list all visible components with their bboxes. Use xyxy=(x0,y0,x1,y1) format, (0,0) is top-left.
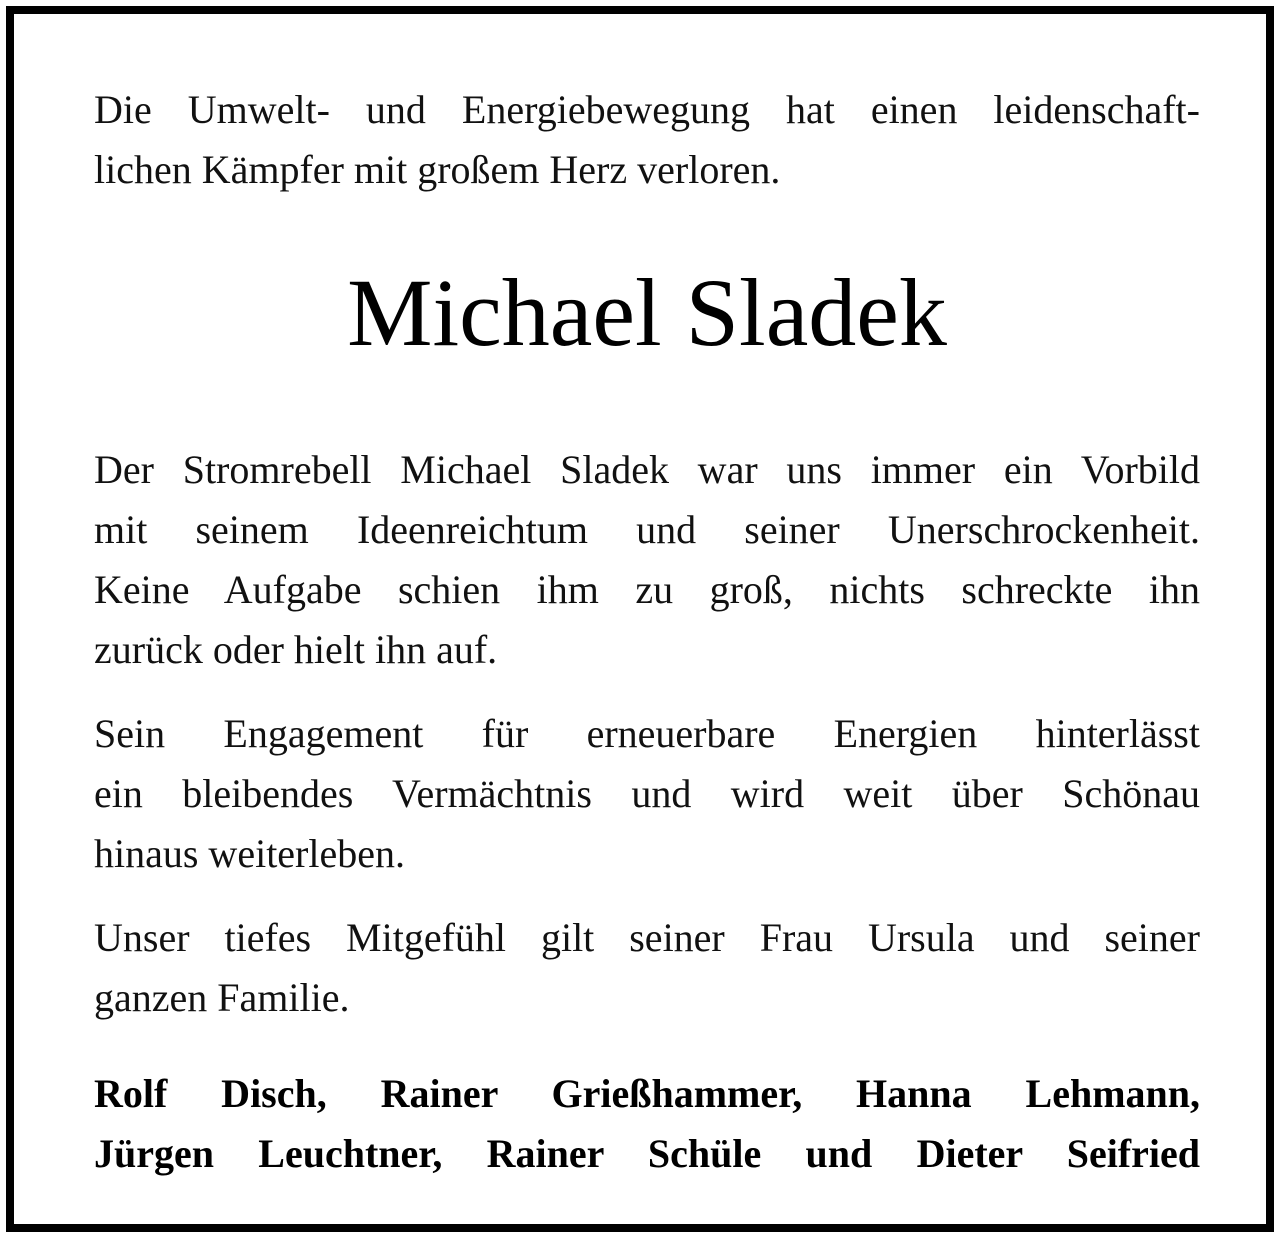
condolence-paragraph xyxy=(94,908,1200,1028)
paragraph-line: Unser tiefes Mitgefühl gilt seiner Frau Ursula und seiner xyxy=(94,915,1200,960)
paragraph-line: zurück oder hielt ihn auf. xyxy=(94,627,498,672)
intro-line: Die Umwelt- und Energiebewegung hat einen leidenschaft- xyxy=(94,87,1200,132)
notice-content xyxy=(94,80,1200,1184)
tribute-paragraph-2 xyxy=(94,704,1200,884)
signature-line: Rolf Disch, Rainer Grießhammer, Hanna Lehmann, xyxy=(94,1071,1200,1116)
signatories xyxy=(94,1064,1200,1184)
paragraph-line: ein bleibendes Vermächtnis und wird weit über Schönau xyxy=(94,771,1200,816)
paragraph-line: Sein Engagement für erneuerbare Energien hinterlässt xyxy=(94,711,1200,756)
intro-line: lichen Kämpfer mit großem Herz verloren. xyxy=(94,147,781,192)
intro-paragraph xyxy=(94,80,1200,200)
paragraph-line: hinaus weiterleben. xyxy=(94,831,405,876)
signature-line: Jürgen Leuchtner, Rainer Schüle und Dieter Seifried xyxy=(94,1131,1200,1176)
paragraph-line: ganzen Familie. xyxy=(94,975,350,1020)
paragraph-line: Der Stromrebell Michael Sladek war uns immer ein Vorbild xyxy=(94,447,1200,492)
tribute-paragraph-1 xyxy=(94,440,1200,680)
obituary-notice xyxy=(6,6,1274,1232)
deceased-name: Michael Sladek xyxy=(347,259,947,366)
paragraph-line: Keine Aufgabe schien ihm zu groß, nichts schreckte ihn xyxy=(94,567,1200,612)
paragraph-line: mit seinem Ideenreichtum und seiner Unerschrockenheit. xyxy=(94,507,1200,552)
